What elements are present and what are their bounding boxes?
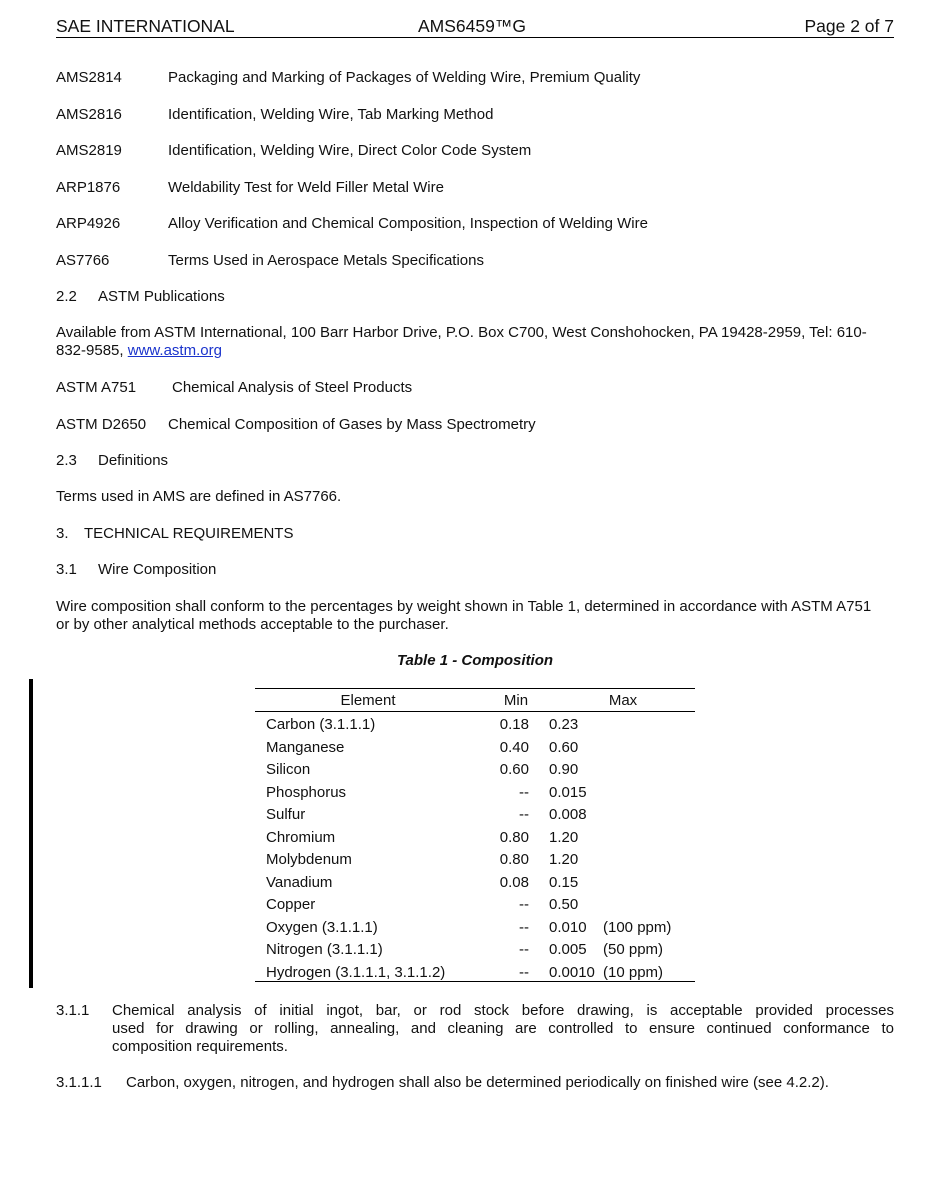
- reference-id: AS7766: [56, 252, 110, 269]
- table-cell-note: (100 ppm): [603, 918, 672, 936]
- section-3-1-number: 3.1: [56, 561, 77, 578]
- table-cell-max: 0.15: [549, 873, 579, 891]
- astm-reference-title: Chemical Analysis of Steel Products: [172, 379, 413, 396]
- table-cell-min: 0.80: [499, 851, 529, 868]
- table-cell-max: 1.20: [549, 851, 579, 868]
- reference-title: Terms Used in Aerospace Metals Specifications: [168, 252, 484, 269]
- reference-id: AMS2819: [56, 142, 122, 159]
- table-cell-element: Sulfur: [266, 806, 306, 823]
- section-3-1-1-body-line: composition requirements.: [112, 1038, 288, 1055]
- section-3-1-body-line: or by other analytical methods acceptable to the purchaser.: [56, 616, 449, 633]
- section-2-2-heading: ASTM Publications: [98, 288, 225, 305]
- section-2-3-number: 2.3: [56, 452, 77, 469]
- table-cell-min: 0.18: [499, 716, 529, 733]
- header-organization: SAE INTERNATIONAL: [56, 16, 235, 36]
- reference-title: Weldability Test for Weld Filler Metal Wire: [168, 179, 444, 196]
- table-cell-element: Phosphorus: [266, 783, 347, 801]
- table-title: Table 1 - Composition: [396, 652, 554, 669]
- table-cell-max: 0.90: [549, 761, 579, 778]
- table-cell-max: 0.0010: [549, 963, 595, 981]
- table-cell-max: 0.010: [549, 918, 587, 936]
- table-cell-element: Nitrogen (3.1.1.1): [266, 941, 383, 958]
- table-cell-element: Silicon: [266, 761, 311, 778]
- table-cell-min: --: [519, 918, 529, 936]
- reference-title: Alloy Verification and Chemical Composition, Inspection of Welding Wire: [168, 215, 648, 232]
- header-page-number: Page 2 of 7: [804, 16, 894, 36]
- reference-title: Identification, Welding Wire, Tab Marking Method: [168, 106, 494, 123]
- table-cell-min: --: [519, 806, 529, 823]
- astm-reference-id: ASTM D2650: [56, 416, 147, 433]
- table-cell-min: 0.80: [499, 828, 529, 846]
- table-cell-min: 0.60: [499, 761, 529, 778]
- section-3-number: 3.: [56, 525, 69, 542]
- section-2-2-body-phone: 832-9585,: [56, 342, 124, 359]
- table-top-rule: [255, 688, 695, 689]
- table-cell-max: 0.50: [549, 896, 579, 913]
- astm-reference-title: Chemical Composition of Gases by Mass Spectrometry: [168, 416, 536, 433]
- table-cell-min: --: [519, 896, 529, 913]
- section-3-1-1-1-number: 3.1.1.1: [56, 1074, 102, 1091]
- section-2-2-body-line: Available from ASTM International, 100 Barr Harbor Drive, P.O. Box C700, West Conshohocken, PA 19428-2959, Tel: 610-: [56, 324, 867, 341]
- section-2-3-body: Terms used in AMS are defined in AS7766.: [56, 488, 342, 505]
- table-cell-element: Manganese: [266, 738, 345, 756]
- reference-id: ARP1876: [56, 179, 121, 196]
- table-cell-note: (50 ppm): [603, 941, 664, 958]
- section-3-1-heading: Wire Composition: [98, 561, 217, 578]
- table-cell-max: 0.60: [549, 738, 579, 756]
- table-cell-element: Copper: [266, 896, 316, 913]
- table-cell-element: Carbon (3.1.1.1): [266, 716, 376, 733]
- table-header-max: Max: [608, 692, 638, 709]
- table-cell-max: 0.015: [549, 783, 587, 801]
- table-cell-max: 1.20: [549, 828, 579, 846]
- table-cell-max: 0.008: [549, 806, 587, 823]
- section-3-1-1-1-body: Carbon, oxygen, nitrogen, and hydrogen shall also be determined periodically on finished wire (see 4.2.2).: [126, 1074, 829, 1091]
- table-cell-element: Hydrogen (3.1.1.1, 3.1.1.2): [266, 963, 446, 981]
- section-3-heading: TECHNICAL REQUIREMENTS: [84, 525, 294, 542]
- section-3-1-body-line: Wire composition shall conform to the percentages by weight shown in Table 1, determined in accordance with ASTM A751: [56, 598, 872, 615]
- section-2-2-body-line2: [56, 342, 894, 360]
- table-cell-min: 0.40: [499, 738, 529, 756]
- table-cell-min: 0.08: [499, 873, 529, 891]
- table-header-element: Element: [340, 692, 396, 709]
- table-cell-element: Chromium: [266, 828, 336, 846]
- table-cell-max: 0.005: [549, 941, 587, 958]
- page-header: [56, 15, 894, 38]
- table-bottom-rule: [255, 981, 695, 982]
- section-2-2-body: [56, 324, 894, 360]
- section-2-3-heading: Definitions: [98, 452, 169, 469]
- table-cell-element: Oxygen (3.1.1.1): [266, 918, 378, 936]
- table-header-rule: [255, 711, 695, 712]
- section-3-1-body: [56, 598, 894, 634]
- astm-reference-id: ASTM A751: [56, 379, 137, 396]
- table-cell-min: --: [519, 941, 529, 958]
- reference-id: ARP4926: [56, 215, 121, 232]
- table-cell-min: --: [519, 783, 529, 801]
- section-3-1-1-body-line: Chemical analysis of initial ingot, bar, or rod stock before drawing, is acceptable provided processes: [112, 1002, 894, 1019]
- table-cell-note: (10 ppm): [603, 963, 664, 981]
- section-2-2-number: 2.2: [56, 288, 77, 305]
- revision-change-bar: [29, 679, 33, 988]
- reference-title: Packaging and Marking of Packages of Welding Wire, Premium Quality: [168, 69, 641, 86]
- table-cell-element: Vanadium: [266, 873, 333, 891]
- table-header-min: Min: [503, 692, 529, 709]
- table-cell-element: Molybdenum: [266, 851, 352, 868]
- header-document-number: AMS6459™G: [418, 16, 526, 36]
- section-3-1-1-number: 3.1.1: [56, 1002, 90, 1019]
- reference-id: AMS2814: [56, 69, 122, 86]
- section-3-1-1-body-line: used for drawing or rolling, annealing, and cleaning are controlled to ensure continued conformance to: [112, 1020, 894, 1037]
- astm-website-link[interactable]: www.astm.org: [127, 342, 222, 359]
- table-cell-min: --: [519, 963, 529, 981]
- table-cell-max: 0.23: [549, 716, 579, 733]
- reference-id: AMS2816: [56, 106, 122, 123]
- reference-title: Identification, Welding Wire, Direct Color Code System: [168, 142, 532, 159]
